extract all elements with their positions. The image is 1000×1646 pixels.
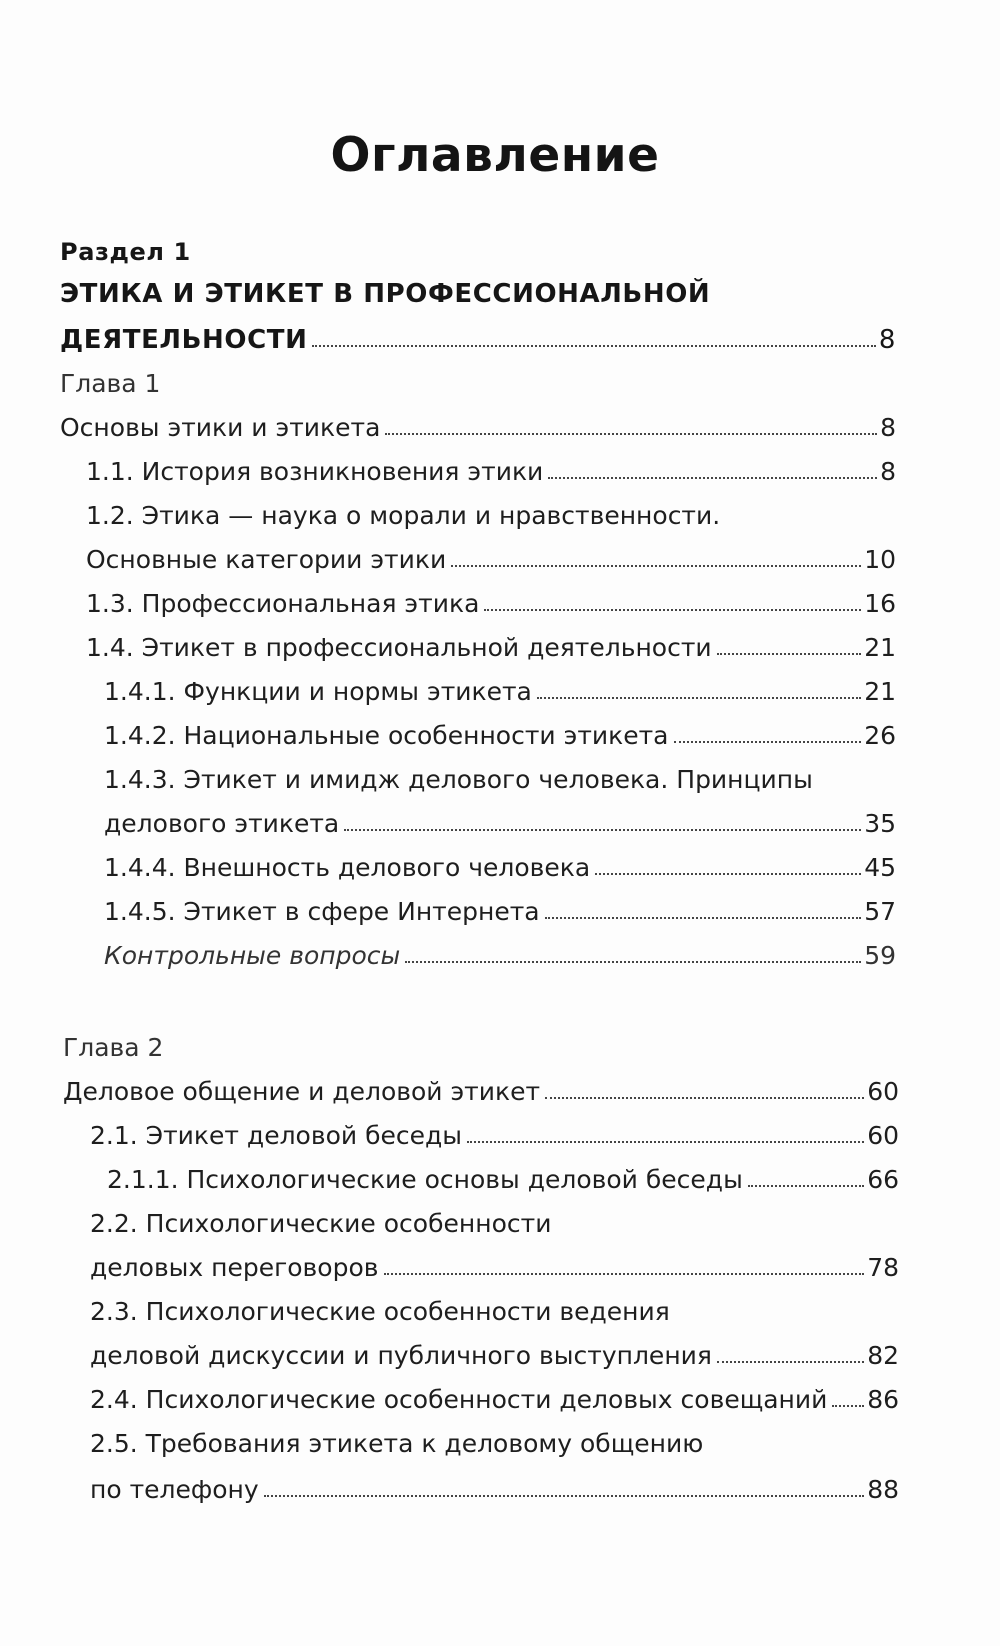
- toc-entry-text: Основные категории этики: [86, 545, 447, 574]
- toc-entry-text: 1.4.5. Этикет в сфере Интернета: [104, 897, 540, 926]
- toc-page-number: 45: [864, 853, 896, 882]
- toc-entry-text: 1.3. Профессиональная этика: [86, 589, 480, 618]
- leader-dots: [548, 477, 877, 479]
- leader-dots: [717, 1361, 864, 1363]
- leader-dots: [545, 917, 862, 919]
- toc-entry-text: Раздел 1: [60, 238, 191, 266]
- toc-page-number: 8: [880, 413, 896, 442]
- leader-dots: [467, 1141, 864, 1143]
- leader-dots: [717, 653, 862, 655]
- toc-page-number: 57: [864, 897, 896, 926]
- toc-page-number: 59: [864, 941, 896, 970]
- toc-entry-text: ДЕЯТЕЛЬНОСТИ: [60, 325, 308, 355]
- leader-dots: [484, 609, 861, 611]
- toc-entry-text: 2.1.1. Психологические основы деловой беседы: [107, 1165, 743, 1194]
- leader-dots: [451, 565, 861, 567]
- toc-entry[interactable]: [60, 404, 896, 444]
- toc-entry-text: делового этикета: [104, 809, 340, 838]
- toc-entry[interactable]: [86, 580, 896, 620]
- toc-page-number: 8: [880, 457, 896, 486]
- toc-entry-text: Контрольные вопросы: [104, 941, 401, 970]
- toc-page-number: 86: [867, 1385, 899, 1414]
- leader-dots: [595, 873, 861, 875]
- toc-entry-text: деловых переговоров: [90, 1253, 379, 1282]
- toc-entry-text: Деловое общение и деловой этикет: [63, 1077, 541, 1106]
- toc-entry-text: 1.4.1. Функции и нормы этикета: [104, 677, 532, 706]
- toc-entry[interactable]: [90, 1244, 899, 1284]
- leader-dots: [344, 829, 861, 831]
- toc-entry-text: по телефону: [90, 1475, 259, 1504]
- toc-entry-text: ЭТИКА И ЭТИКЕТ В ПРОФЕССИОНАЛЬНОЙ: [60, 279, 711, 309]
- toc-entry[interactable]: [104, 756, 896, 796]
- toc-entry[interactable]: [90, 1376, 899, 1416]
- toc-chapter-label: [63, 1024, 893, 1064]
- toc-entry[interactable]: [90, 1332, 899, 1372]
- toc-entry[interactable]: [60, 316, 896, 356]
- leader-dots: [312, 345, 875, 347]
- toc-page-number: 21: [864, 633, 896, 662]
- toc-page-number: 10: [864, 545, 896, 574]
- leader-dots: [384, 1273, 865, 1275]
- toc-section-label: [60, 228, 890, 268]
- toc-entry-text: 2.5. Требования этикета к деловому общению: [90, 1429, 704, 1458]
- leader-dots: [385, 433, 877, 435]
- leader-dots: [545, 1097, 864, 1099]
- toc-entry[interactable]: [90, 1200, 899, 1240]
- toc-entry-text: Глава 2: [63, 1033, 164, 1062]
- toc-entry[interactable]: [104, 712, 896, 752]
- toc-entry-text: Глава 1: [60, 369, 161, 398]
- toc-entry[interactable]: [86, 536, 896, 576]
- leader-dots: [674, 741, 862, 743]
- toc-page-number: 26: [864, 721, 896, 750]
- toc-entry[interactable]: [104, 844, 896, 884]
- toc-entry[interactable]: [86, 448, 896, 488]
- toc-entry[interactable]: [104, 668, 896, 708]
- toc-entry-text: 1.1. История возникновения этики: [86, 457, 544, 486]
- toc-page-number: 21: [864, 677, 896, 706]
- toc-section-title: [60, 270, 890, 310]
- toc-entry-text: 1.2. Этика — наука о морали и нравственности.: [86, 501, 721, 530]
- toc-entry[interactable]: [90, 1288, 899, 1328]
- toc-page-number: 60: [867, 1121, 899, 1150]
- toc-entry-text: 2.3. Психологические особенности ведения: [90, 1297, 670, 1326]
- toc-page-number: 88: [867, 1475, 899, 1504]
- toc-entry-text: 2.2. Психологические особенности: [90, 1209, 552, 1238]
- toc-page-number: 78: [867, 1253, 899, 1282]
- toc-entry-text: 2.1. Этикет деловой беседы: [90, 1121, 463, 1150]
- leader-dots: [537, 697, 861, 699]
- toc-page-number: 60: [867, 1077, 899, 1106]
- toc-entry-text: 1.4.2. Национальные особенности этикета: [104, 721, 669, 750]
- toc-chapter-label: [60, 360, 890, 400]
- leader-dots: [832, 1405, 864, 1407]
- toc-entry-text: 2.4. Психологические особенности деловых совещаний: [90, 1385, 828, 1414]
- leader-dots: [748, 1185, 864, 1187]
- toc-entry[interactable]: [90, 1420, 899, 1460]
- page-title: Оглавление: [330, 128, 660, 183]
- toc-entry[interactable]: [90, 1466, 899, 1506]
- toc-entry[interactable]: [86, 624, 896, 664]
- leader-dots: [264, 1495, 864, 1497]
- toc-page-number: 35: [864, 809, 896, 838]
- toc-entry[interactable]: [90, 1112, 899, 1152]
- toc-page-number: 8: [878, 325, 896, 355]
- toc-entry-text: деловой дискуссии и публичного выступления: [90, 1341, 712, 1370]
- toc-entry[interactable]: [86, 492, 896, 532]
- toc-entry-text: 1.4.3. Этикет и имидж делового человека. Принципы: [104, 765, 813, 794]
- toc-entry[interactable]: [104, 800, 896, 840]
- leader-dots: [405, 961, 861, 963]
- toc-entry-text: 1.4. Этикет в профессиональной деятельности: [86, 633, 712, 662]
- toc-entry[interactable]: [104, 888, 896, 928]
- toc-entry[interactable]: [104, 932, 896, 972]
- toc-entry-text: Основы этики и этикета: [60, 413, 381, 442]
- toc-entry[interactable]: [107, 1156, 899, 1196]
- toc-entry-text: 1.4.4. Внешность делового человека: [104, 853, 591, 882]
- toc-page-number: 16: [864, 589, 896, 618]
- toc-page-number: 82: [867, 1341, 899, 1370]
- toc-page-number: 66: [867, 1165, 899, 1194]
- toc-entry[interactable]: [63, 1068, 899, 1108]
